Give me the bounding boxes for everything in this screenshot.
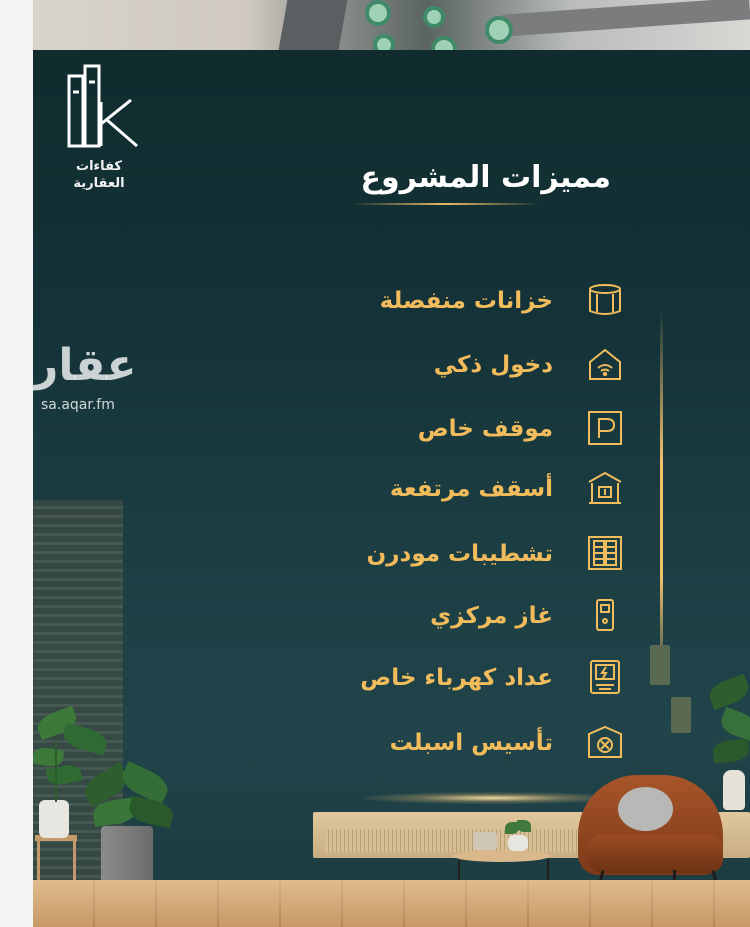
floor-reflection xyxy=(33,880,750,927)
logo-line-1: كفاءات xyxy=(76,159,122,174)
gas-icon xyxy=(587,597,623,633)
console-glow xyxy=(363,792,623,804)
watermark-url: sa.aqar.fm xyxy=(41,397,115,413)
parking-icon xyxy=(587,410,623,446)
page-title: مميزات المشروع xyxy=(360,160,611,195)
feature-item xyxy=(323,533,623,577)
title-underline xyxy=(351,203,541,205)
side-table xyxy=(453,850,550,862)
ceramic-vase xyxy=(723,770,745,810)
leaf xyxy=(517,820,531,832)
feature-label: تأسيس اسبلت xyxy=(389,730,553,756)
feature-label: عداد كهرباء خاص xyxy=(360,665,553,691)
logo-line-2: العقارية xyxy=(73,176,125,191)
vertical-light-strip xyxy=(660,310,663,690)
water-tank-icon xyxy=(587,282,623,318)
split-ac-icon xyxy=(587,724,623,760)
armchair-seat xyxy=(588,835,723,873)
leaf xyxy=(706,674,750,710)
pendant-lamp xyxy=(650,645,670,685)
small-pot xyxy=(508,835,528,851)
feature-item xyxy=(323,595,623,639)
feature-label: موقف خاص xyxy=(417,416,553,442)
leaf xyxy=(712,738,750,763)
feature-item xyxy=(323,408,623,452)
leaf xyxy=(718,707,750,741)
plant-stem xyxy=(55,740,57,802)
feature-item xyxy=(323,344,623,388)
feature-label: تشطيبات مودرن xyxy=(366,541,553,567)
plant-pot xyxy=(101,826,153,888)
plant-pot xyxy=(39,800,69,838)
feature-item xyxy=(323,468,623,512)
small-vase xyxy=(473,832,497,850)
pendant-lamp xyxy=(671,697,691,733)
feature-item xyxy=(323,657,623,701)
smart-home-icon xyxy=(587,346,623,382)
aerial-photo xyxy=(33,0,750,50)
project-features-poster xyxy=(33,0,750,927)
company-logo xyxy=(49,62,149,202)
feature-label: أسقف مرتفعة xyxy=(389,476,553,502)
feature-label: خزانات منفصلة xyxy=(379,288,553,314)
electric-meter-icon xyxy=(587,659,623,695)
console-grille xyxy=(325,830,585,852)
watermark-brand: عقار xyxy=(33,340,137,391)
feature-item xyxy=(323,280,623,324)
feature-label: دخول ذكي xyxy=(433,352,553,378)
modern-finishing-icon xyxy=(587,535,623,571)
high-ceiling-icon xyxy=(587,470,623,506)
feature-label: غاز مركزي xyxy=(430,603,553,629)
leaf xyxy=(127,796,175,829)
pillow xyxy=(618,787,673,831)
feature-item xyxy=(323,722,623,766)
